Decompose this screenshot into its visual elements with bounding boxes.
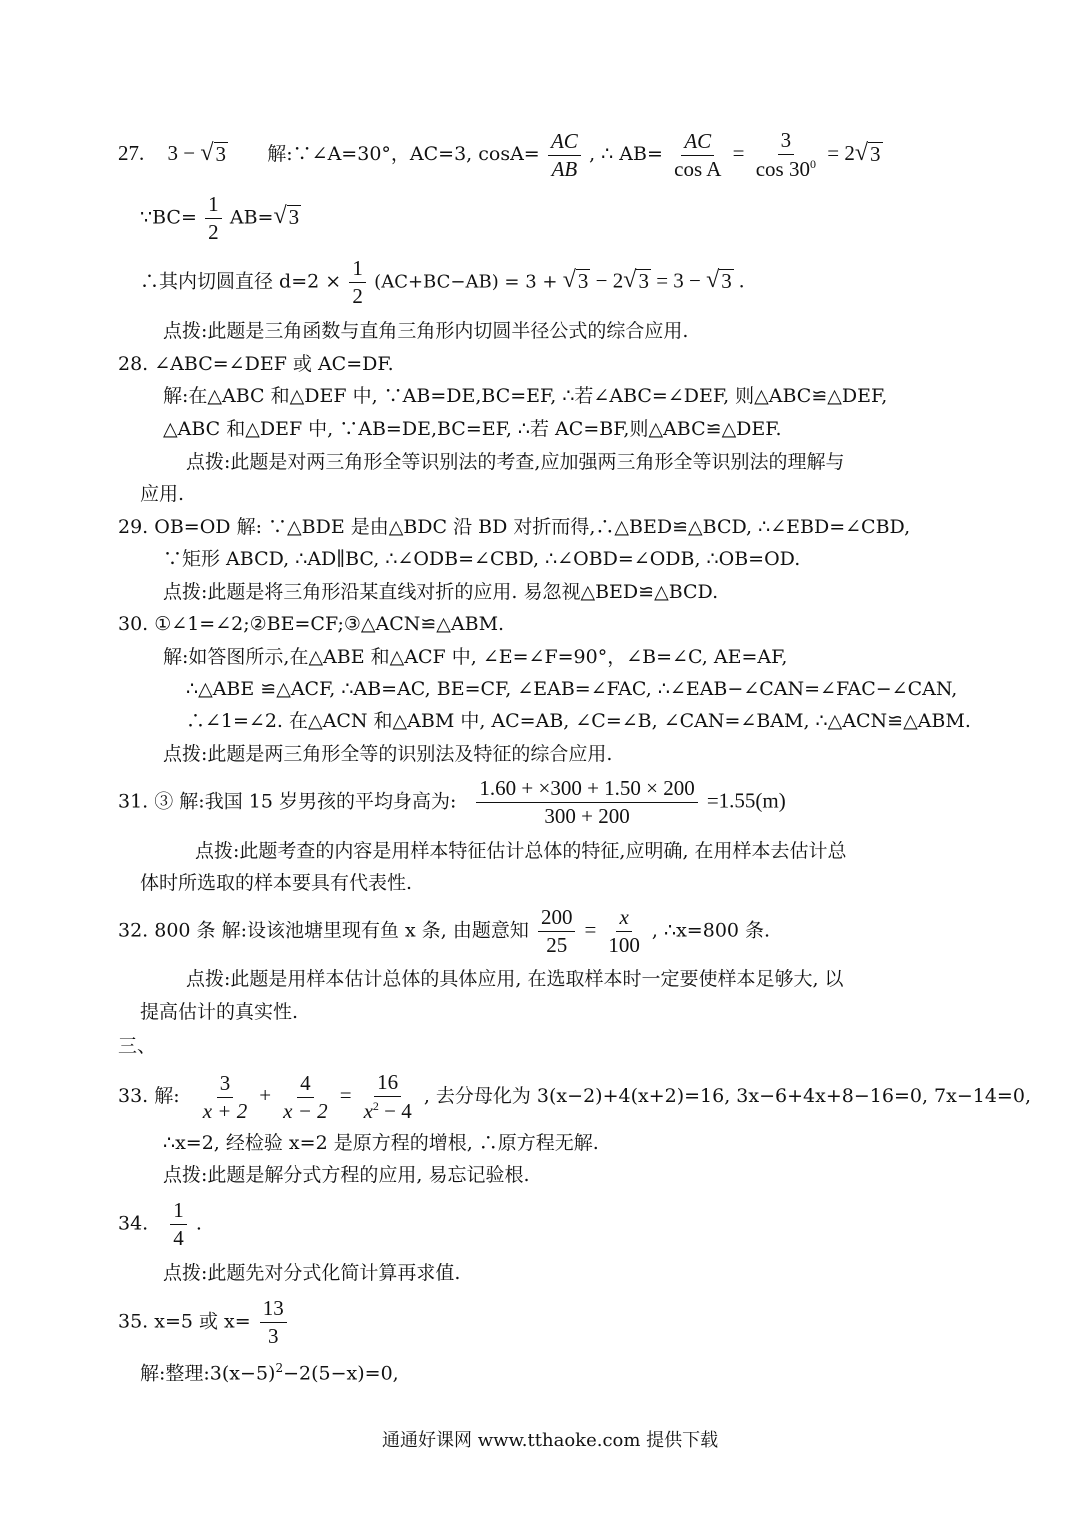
fraction: $\frac{3}{x + 2}$	[202, 1070, 248, 1123]
sqrt: √ 3	[273, 203, 300, 230]
line-32-answer: 32. 800 条 解:设该池塘里现有鱼 x 条, 由题意知 $\frac{200}{25}$ = $\frac{x}{100}$ , ∴x=800 条.	[118, 905, 771, 957]
hint-27: 点拨:此题是三角函数与直角三角形内切圆半径公式的综合应用.	[163, 320, 689, 342]
fraction: $\frac{1}{2}$	[349, 258, 366, 307]
line-27-answer: 27. 3 − √ 3 解:∵∠A=30°，AC=3, cosA= $\frac{AC}{AB}$ , ∴ AB= $\frac{AC}{\text{cos A}}$ = $\frac{3}{\cos 30^0}$ = 2 √ 3	[118, 128, 881, 181]
line-27-diameter: ∴其内切圆直径 d=2 × $\frac{1}{2}$ (AC+BC−AB) = 3 + √ 3 − 2 √ 3 = 3 − √ 3 .	[140, 256, 745, 308]
fraction: $\frac{1}{4}$	[170, 1200, 187, 1249]
line-33-solution: 33. 解: $\frac{3}{x + 2}$ + $\frac{4}{x - 2}$ = $\frac{16}{x^2 - 4}$ , 去分母化为 3(x−2)+4(x+2)=16, 3x−6+4x+8−16=0, 7x−14=0,	[118, 1070, 1031, 1123]
hint-34: 点拨:此题先对分式化简计算再求值.	[163, 1262, 461, 1284]
line-35-solution: 解:整理$:3(x-5)^2-2(5-x)=0$,	[140, 1361, 399, 1385]
sqrt: √ 3	[200, 139, 227, 166]
hint-31-cont: 体时所选取的样本要具有代表性.	[140, 872, 413, 894]
fraction: $\frac{AC}{AB}$	[548, 131, 581, 180]
problem-number: 27.	[118, 140, 145, 165]
sqrt: √ 3	[854, 139, 881, 166]
sqrt: √ 3	[623, 267, 649, 294]
page-footer: 通通好课网 www.tthaoke.com 提供下载	[382, 1430, 719, 1451]
line-34-answer: 34. $\frac{1}{4}$ .	[118, 1198, 202, 1250]
line-28-solution-2: △ABC 和△DEF 中, ∵AB=DE,BC=EF, ∴若 AC=BF,则△ABC≌△DEF.	[163, 418, 782, 440]
hint-32-cont: 提高估计的真实性.	[140, 1001, 299, 1023]
fraction: $\frac{x}{100}$	[608, 905, 640, 957]
line-27-bc: ∵BC= $\frac{1}{2}$ AB= √ 3	[140, 192, 300, 244]
line-29-solution: ∵矩形 ABCD, ∴AD∥BC, ∴∠ODB=∠CBD, ∴∠OBD=∠ODB, ∴OB=OD.	[163, 548, 801, 570]
line-33-conclusion: ∴x=2, 经检验 x=2 是原方程的增根, ∴原方程无解.	[163, 1132, 599, 1154]
line-30-solution-3: ∴∠1=∠2. 在△ACN 和△ABM 中, AC=AB, ∠C=∠B, ∠CAN=∠BAM, ∴△ACN≌△ABM.	[186, 710, 971, 732]
line-29-answer: 29. OB=OD 解: ∵△BDE 是由△BDC 沿 BD 对折而得,∴△BED≌△BCD, ∴∠EBD=∠CBD,	[118, 516, 911, 538]
line-31-answer: 31. ③ 解:我国 15 岁男孩的平均身高为: $\frac{1.60 + \times 300 + 1.50 \times 200}{300 + 200}$ =1.55(m)	[118, 776, 786, 828]
line-30-solution-1: 解:如答图所示,在△ABE 和△ACF 中, ∠E=∠F=90°，∠B=∠C, AE=AF,	[163, 646, 788, 668]
hint-33: 点拨:此题是解分式方程的应用, 易忘记验根.	[163, 1164, 530, 1186]
hint-31: 点拨:此题考查的内容是用样本特征估计总体的特征,应明确, 在用样本去估计总	[195, 840, 847, 862]
fraction: $\frac{13}{3}$	[260, 1298, 287, 1347]
section-three-heading: 三、	[118, 1035, 157, 1057]
fraction: $\frac{200}{25}$	[538, 907, 576, 956]
fraction: $\frac{16}{x^2 - 4}$	[363, 1070, 412, 1123]
hint-29: 点拨:此题是将三角形沿某直线对折的应用. 易忽视△BED≌△BCD.	[163, 581, 719, 603]
line-30-answer: 30. ①∠1=∠2;②BE=CF;③△ACN≌△ABM.	[118, 613, 505, 635]
line-28-answer: 28. ∠ABC=∠DEF 或 AC=DF.	[118, 353, 394, 375]
hint-30: 点拨:此题是两三角形全等的识别法及特征的综合应用.	[163, 743, 613, 765]
sqrt: √ 3	[706, 267, 732, 294]
line-35-answer: 35. x=5 或 x= $\frac{13}{3}$	[118, 1298, 290, 1347]
hint-28-cont: 应用.	[140, 483, 185, 505]
sqrt: √ 3	[562, 267, 589, 294]
fraction: $\frac{3}{\cos 30^0}$	[755, 128, 816, 181]
fraction: $\frac{4}{x - 2}$	[283, 1070, 328, 1123]
line-30-solution-2: ∴△ABE ≌△ACF, ∴AB=AC, BE=CF, ∠EAB=∠FAC, ∴∠EAB−∠CAN=∠FAC−∠CAN,	[186, 678, 958, 700]
line-28-solution-1: 解:在△ABC 和△DEF 中, ∵AB=DE,BC=EF, ∴若∠ABC=∠DEF, 则△ABC≌△DEF,	[163, 385, 888, 407]
fraction: $\frac{1}{2}$	[205, 194, 222, 243]
fraction: $\frac{1.60 + \times 300 + 1.50 \times 200}{300 + 200}$	[476, 778, 697, 827]
hint-28: 点拨:此题是对两三角形全等识别法的考查,应加强两三角形全等识别法的理解与	[186, 451, 845, 473]
fraction: $\frac{AC}{\text{cos A}}$	[674, 128, 722, 181]
hint-32: 点拨:此题是用样本估计总体的具体应用, 在选取样本时一定要使样本足够大, 以	[186, 968, 844, 990]
